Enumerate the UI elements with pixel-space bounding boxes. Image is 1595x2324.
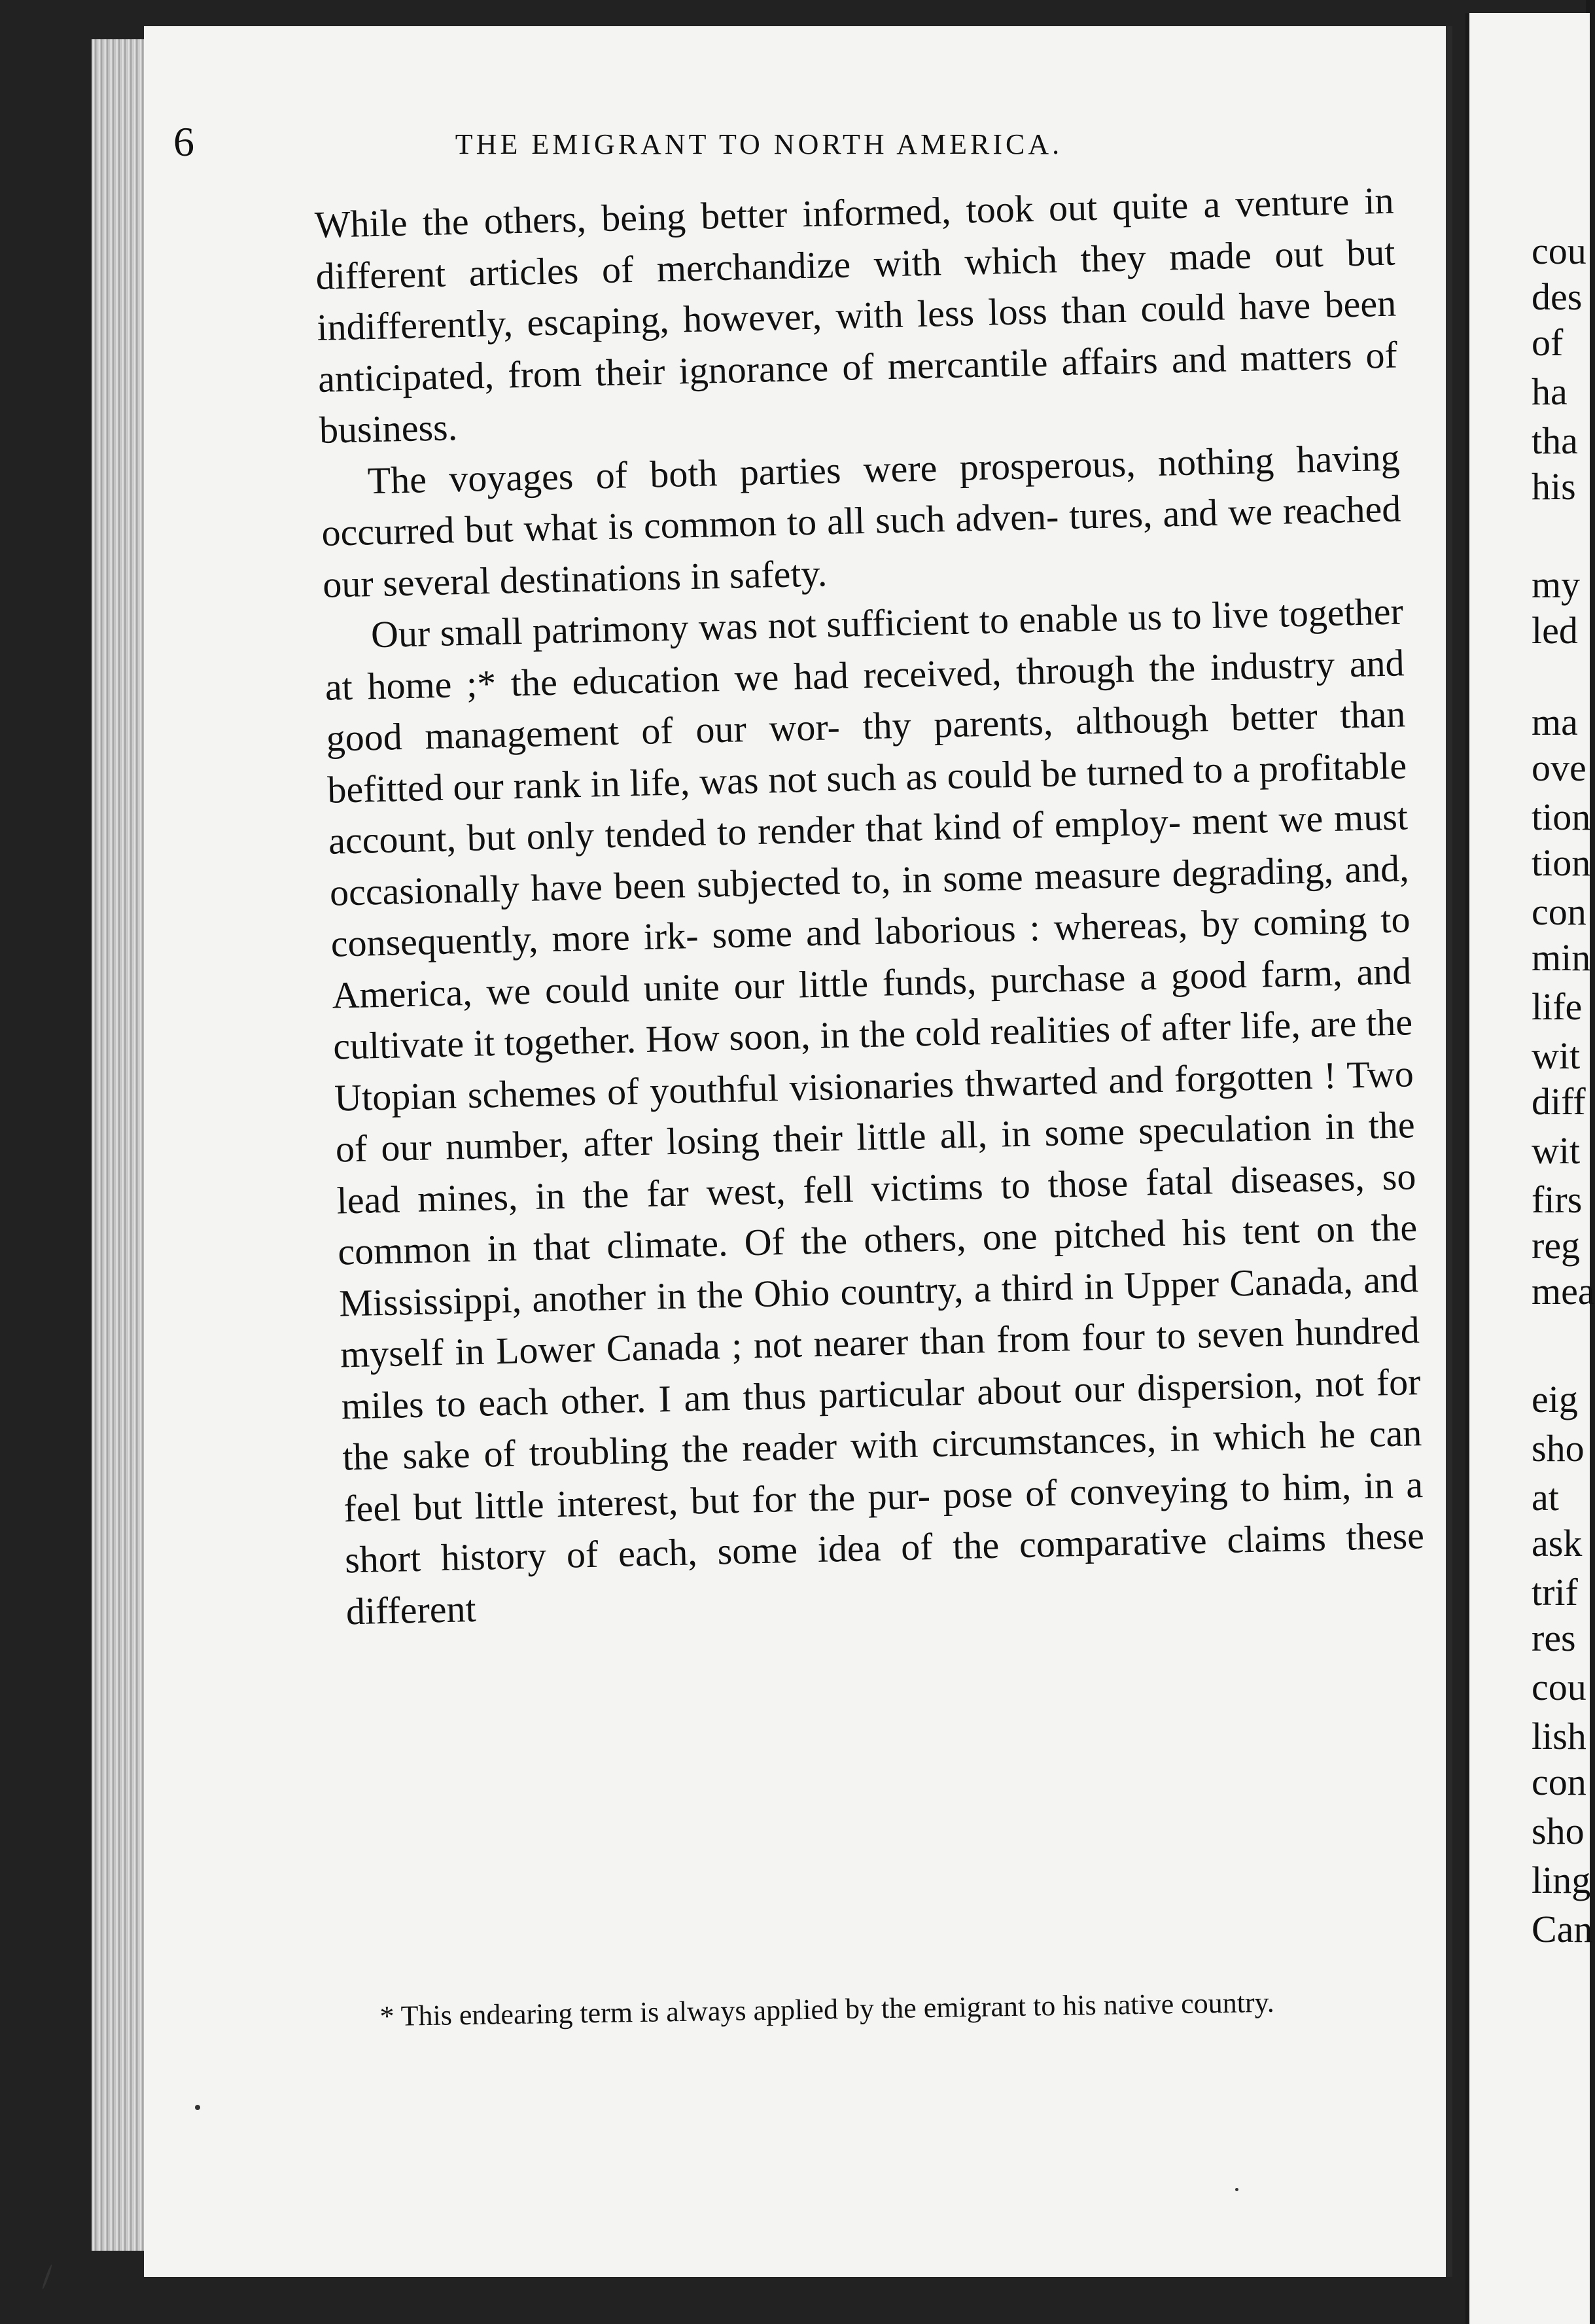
text-line: his tent on the Mississippi, another in the Ohio country, bbox=[338, 1206, 1418, 1325]
adjacent-page-fragment: cou bbox=[1532, 1666, 1586, 1708]
adjacent-page-fragment: ha bbox=[1532, 370, 1568, 413]
adjacent-page-fragment: min bbox=[1532, 936, 1591, 979]
text-line: a third in Upper Canada, and myself in Lower Canada ; bbox=[340, 1257, 1419, 1376]
text-line: thwarted and forgotten ! Two of our number, after bbox=[335, 1051, 1414, 1171]
adjacent-page-fragment: of bbox=[1532, 321, 1564, 364]
text-line: life, was not such as could be turned to a profitable bbox=[629, 743, 1407, 804]
text-line: with less loss than could have been anticipated, from bbox=[317, 281, 1397, 400]
text-line: some and laborious : whereas, by coming to America, we bbox=[331, 898, 1411, 1017]
text-line: live together at home ;* the education we had received, bbox=[324, 590, 1404, 709]
text-line: tures, and we reached our several destinations in safety. bbox=[322, 487, 1401, 606]
adjacent-page-fragment: cou bbox=[1532, 230, 1586, 272]
adjacent-page-fragment: wit bbox=[1532, 1129, 1581, 1172]
adjacent-page-fragment: diff bbox=[1532, 1080, 1586, 1123]
text-line: thy parents, although better than befitted our rank in bbox=[326, 692, 1406, 811]
adjacent-page-fragment: sho bbox=[1532, 1427, 1585, 1470]
scan-speck bbox=[195, 2105, 200, 2110]
text-line: cultivate it together. How soon, in the cold realities of bbox=[332, 1006, 1162, 1068]
text-line: mines, in the far west, fell victims to those fatal diseases, bbox=[417, 1155, 1383, 1220]
text-line: losing their little all, in some speculation in the lead bbox=[336, 1103, 1416, 1222]
text-line: some measure degrading, and, consequently, more irk- bbox=[330, 846, 1410, 965]
adjacent-page-fragment: tha bbox=[1532, 419, 1578, 462]
adjacent-page-fragment: led bbox=[1532, 609, 1578, 652]
text-line: some idea of the comparative claims these different bbox=[345, 1514, 1425, 1632]
adjacent-page-fragment: his bbox=[1532, 465, 1576, 508]
adjacent-page-fragment: reg bbox=[1532, 1224, 1581, 1267]
footnote-line: * This endearing term is always applied by the emigrant to his bbox=[379, 1988, 1104, 2033]
adjacent-page-fragment: con bbox=[1532, 890, 1586, 933]
text-line: after life, are the Utopian schemes of youthful visionaries bbox=[334, 1000, 1413, 1119]
adjacent-page-fragment: Can bbox=[1532, 1908, 1593, 1950]
text-line: pose of conveying to him, in a short history of each, bbox=[344, 1462, 1424, 1581]
adjacent-page-fragment: lish bbox=[1532, 1715, 1586, 1757]
text-line: business. bbox=[319, 406, 458, 451]
adjacent-page-fragment: res bbox=[1532, 1617, 1576, 1659]
text-line: so common in that climate. Of the others, one pitched bbox=[337, 1154, 1417, 1273]
text-line: they made out but indifferently, escaping, however, bbox=[316, 230, 1395, 349]
adjacent-page-fragment: at bbox=[1532, 1476, 1559, 1519]
text-line: having occurred but what is common to all such adven- bbox=[321, 435, 1401, 554]
adjacent-page-fragment: my bbox=[1532, 563, 1581, 606]
adjacent-page-fragment: eig bbox=[1532, 1378, 1578, 1420]
text-line: through the industry and good management of our wor- bbox=[325, 641, 1405, 760]
adjacent-page-edge bbox=[1465, 13, 1595, 2324]
adjacent-page-fragment: wit bbox=[1532, 1034, 1581, 1077]
adjacent-page-fragment: des bbox=[1532, 275, 1583, 318]
text-line: could unite our little funds, purchase a good farm, and bbox=[544, 949, 1412, 1012]
adjacent-page-fragment: mea bbox=[1532, 1270, 1595, 1312]
page-number: 6 bbox=[173, 118, 194, 165]
paragraph-3 bbox=[323, 586, 1426, 1637]
footnote-line: native country. bbox=[1103, 1986, 1275, 2021]
text-line: for the sake of troubling the reader with circumstances, bbox=[342, 1360, 1422, 1479]
text-line: The voyages of both parties were prosperous, nothing bbox=[367, 438, 1297, 502]
text-line: a venture in different articles of merchandize with which bbox=[315, 179, 1395, 298]
adjacent-page-fragment: firs bbox=[1532, 1178, 1583, 1221]
text-line: account, but only tended to render that kind of employ- bbox=[328, 800, 1193, 862]
text-line: Our small patrimony was not sufficient to enable us to bbox=[370, 594, 1212, 656]
text-line: in which he can feel but little interest, but for the pur- bbox=[343, 1411, 1422, 1530]
adjacent-page-fragment: sho bbox=[1532, 1810, 1585, 1852]
paragraph-2 bbox=[320, 432, 1403, 610]
scan-speck bbox=[1235, 2188, 1238, 2191]
adjacent-page-fragment: ling bbox=[1532, 1859, 1591, 1901]
text-line: their ignorance of mercantile affairs and matters of bbox=[595, 333, 1398, 394]
adjacent-page-fragment: tion bbox=[1532, 841, 1591, 884]
text-line: While the others, being better informed, took out quite bbox=[314, 183, 1204, 246]
adjacent-page-fragment: life bbox=[1532, 985, 1583, 1028]
adjacent-page-fragment: ove bbox=[1532, 747, 1586, 789]
text-line: other. I am thus particular about our dispersion, not bbox=[560, 1361, 1377, 1422]
adjacent-page-fragment: con bbox=[1532, 1761, 1586, 1803]
adjacent-page-fragment: trif bbox=[1532, 1571, 1578, 1613]
adjacent-page-fragment: tion bbox=[1532, 796, 1591, 838]
text-line: ment we must occasionally have been subjected to, in bbox=[329, 795, 1409, 914]
body-text bbox=[314, 175, 1426, 1638]
running-head: THE EMIGRANT TO NORTH AMERICA. bbox=[455, 128, 1063, 160]
paragraph-1 bbox=[314, 175, 1399, 457]
adjacent-page-fragment: ask bbox=[1532, 1522, 1583, 1564]
text-line: not nearer than from four to seven hundred miles to each bbox=[341, 1309, 1420, 1428]
adjacent-page-fragment: ma bbox=[1532, 701, 1578, 743]
